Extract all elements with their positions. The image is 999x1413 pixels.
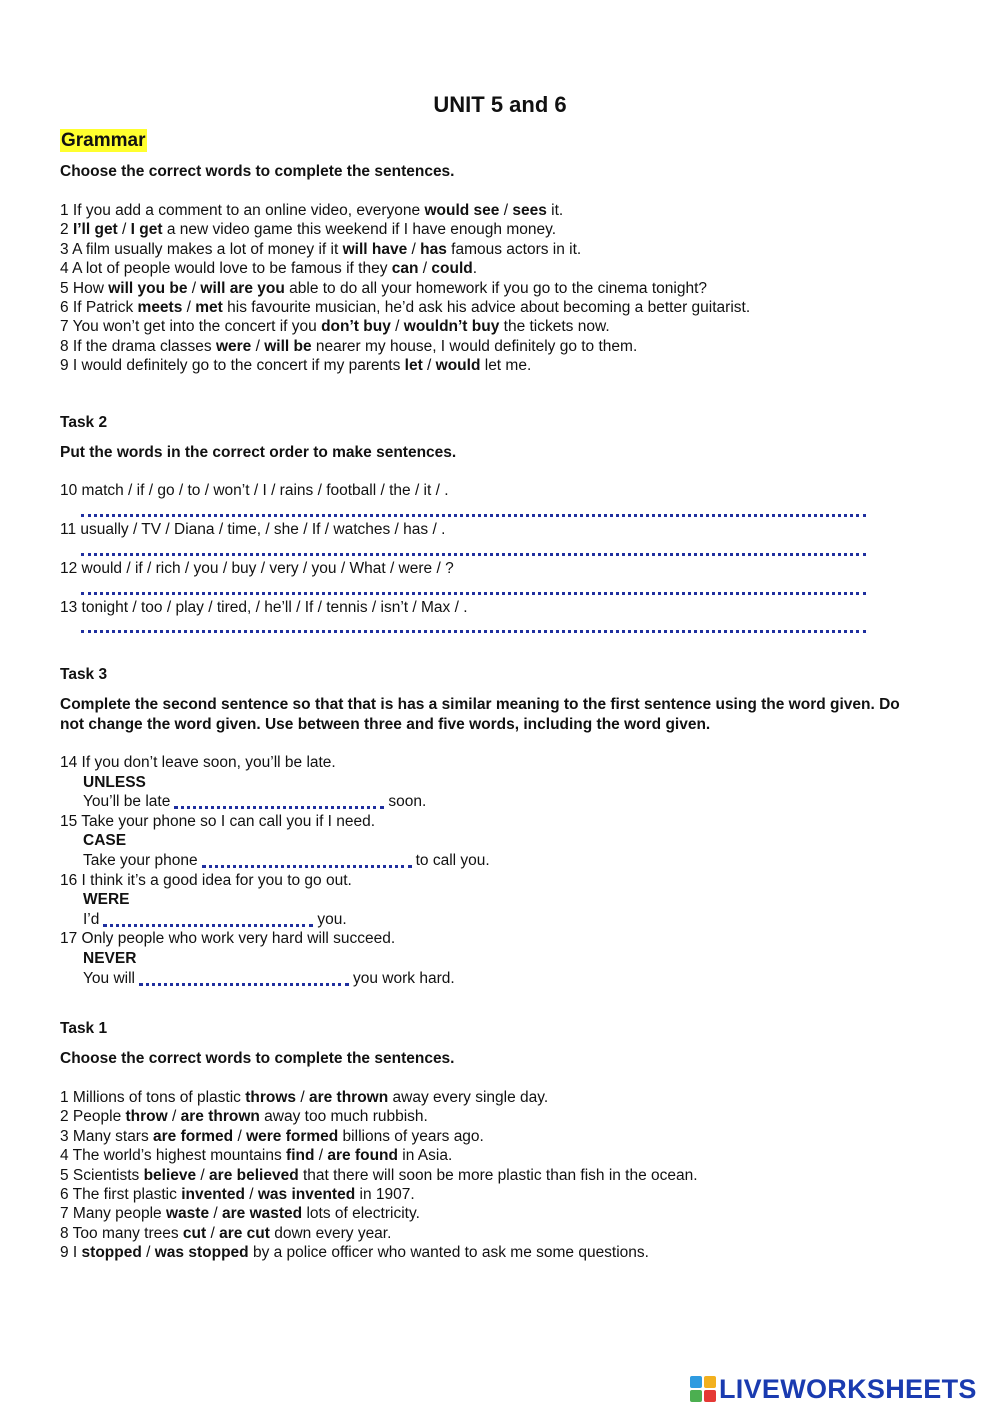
answer-option[interactable]: are cut bbox=[219, 1224, 270, 1242]
answer-option[interactable]: are believed bbox=[209, 1166, 299, 1184]
task-a-instruction: Choose the correct words to complete the sentences. bbox=[60, 163, 455, 180]
answer-option[interactable]: throws bbox=[245, 1089, 297, 1106]
answer-option[interactable]: stopped bbox=[81, 1244, 142, 1262]
answer-option[interactable]: will be bbox=[264, 337, 312, 355]
task3-title: Task 3 bbox=[60, 666, 108, 683]
task3-answer-row-14: You’ll be late soon. bbox=[83, 793, 427, 811]
answer-option[interactable]: cut bbox=[182, 1224, 207, 1242]
answer-option[interactable]: met bbox=[195, 298, 223, 316]
task3-instruction: Complete the second sentence so that that is has a similar meaning to the first sentence using the word given. Do not change the word given. Use between three and five words, including the word given. bbox=[60, 696, 900, 733]
task-a-item-3: 3 A film usually makes a lot of money if it will have / has famous actors in it. bbox=[60, 240, 582, 258]
task-a-item-6: 6 If Patrick meets / met his favourite musician, he’d ask his advice about becoming a better guitarist. bbox=[60, 298, 751, 316]
answer-option[interactable]: were bbox=[215, 337, 252, 355]
task-a-list bbox=[60, 201, 750, 376]
task3-keyword-15: CASE bbox=[83, 832, 127, 850]
answer-option[interactable]: I get bbox=[130, 221, 163, 239]
answer-option[interactable]: was stopped bbox=[154, 1244, 249, 1262]
answer-option[interactable]: were formed bbox=[246, 1127, 339, 1145]
task-a-item-9: 9 I would definitely go to the concert if my parents let / would let me. bbox=[60, 357, 532, 375]
answer-option[interactable]: could bbox=[431, 260, 473, 278]
answer-line-10[interactable] bbox=[81, 514, 866, 517]
answer-option[interactable]: I’ll get bbox=[72, 221, 118, 239]
logo-text: LIVEWORKSHEETS bbox=[719, 1373, 977, 1404]
task1-item-1: 1 Millions of tons of plastic throws / are thrown away every single day. bbox=[60, 1089, 549, 1106]
task3-answer-row-15: Take your phone to call you. bbox=[83, 851, 490, 869]
liveworksheets-logo-icon bbox=[690, 1376, 716, 1402]
grammar-heading: Grammar bbox=[61, 130, 146, 151]
answer-option[interactable]: would bbox=[435, 357, 481, 375]
task3-sentence-17: 17 Only people who work very hard will succeed. bbox=[60, 930, 396, 948]
task-a-item-1: 1 If you add a comment to an online video, everyone would see / sees it. bbox=[60, 202, 564, 219]
task-a-item-7: 7 You won’t get into the concert if you don’t buy / wouldn’t buy the tickets now. bbox=[60, 318, 610, 336]
task3-sentence-16: 16 I think it’s a good idea for you to go out. bbox=[60, 871, 352, 889]
answer-line-13[interactable] bbox=[81, 630, 866, 633]
task-a-item-2: 2 I’ll get / I get a new video game this weekend if I have enough money. bbox=[60, 221, 557, 239]
task-a-item-4: 4 A lot of people would love to be famous if they can / could. bbox=[60, 260, 478, 278]
task1-item-2: 2 People throw / are thrown away too much rubbish. bbox=[60, 1108, 428, 1126]
task2-item-10: 10 match / if / go / to / won’t / I / rains / football / the / it / . bbox=[60, 482, 449, 499]
answer-option[interactable]: throw bbox=[125, 1108, 168, 1126]
liveworksheets-logo bbox=[690, 1374, 977, 1404]
answer-option[interactable]: will have bbox=[342, 240, 408, 258]
answer-blank-17[interactable] bbox=[139, 971, 349, 986]
answer-option[interactable]: has bbox=[420, 240, 447, 258]
answer-option[interactable]: find bbox=[286, 1147, 315, 1165]
answer-option[interactable]: wouldn’t buy bbox=[403, 318, 500, 336]
answer-option[interactable]: waste bbox=[166, 1205, 210, 1223]
answer-option[interactable]: are thrown bbox=[180, 1108, 260, 1126]
answer-blank-16[interactable] bbox=[103, 912, 313, 927]
answer-option[interactable]: would see bbox=[424, 202, 500, 219]
answer-option[interactable]: sees bbox=[512, 202, 547, 219]
answer-option[interactable]: are formed bbox=[153, 1127, 234, 1145]
task3-answer-row-17: You will you work hard. bbox=[83, 969, 455, 987]
task3-keyword-17: NEVER bbox=[83, 949, 137, 967]
task2-instruction: Put the words in the correct order to make sentences. bbox=[60, 444, 457, 461]
task1-item-8: 8 Too many trees cut / are cut down every year. bbox=[60, 1224, 392, 1242]
task1-item-4: 4 The world’s highest mountains find / are found in Asia. bbox=[60, 1147, 453, 1165]
answer-option[interactable]: are found bbox=[327, 1147, 398, 1165]
task2-item-11: 11 usually / TV / Diana / time, / she / If / watches / has / . bbox=[60, 521, 446, 538]
answer-blank-15[interactable] bbox=[202, 853, 412, 868]
answer-option[interactable]: will you be bbox=[108, 279, 188, 297]
page-title: UNIT 5 and 6 bbox=[433, 92, 567, 117]
answer-option[interactable]: meets bbox=[137, 298, 183, 316]
task2-item-13: 13 tonight / too / play / tired, / he’ll / If / tennis / isn’t / Max / . bbox=[60, 599, 468, 616]
answer-option[interactable]: let bbox=[404, 357, 423, 375]
answer-line-11[interactable] bbox=[81, 553, 866, 556]
answer-option[interactable]: are wasted bbox=[222, 1205, 303, 1223]
task2-item-12: 12 would / if / rich / you / buy / very / you / What / were / ? bbox=[60, 560, 454, 577]
task3-sentence-14: 14 If you don’t leave soon, you’ll be late. bbox=[60, 754, 336, 771]
task3-items bbox=[60, 753, 490, 988]
task3-sentence-15: 15 Take your phone so I can call you if I need. bbox=[60, 812, 376, 830]
answer-option[interactable]: will are you bbox=[200, 279, 285, 297]
task3-answer-row-16: I’d you. bbox=[83, 910, 347, 928]
task1-item-7: 7 Many people waste / are wasted lots of electricity. bbox=[60, 1205, 420, 1223]
answer-line-12[interactable] bbox=[81, 592, 866, 595]
answer-blank-14[interactable] bbox=[174, 794, 384, 809]
answer-option[interactable]: invented bbox=[181, 1185, 245, 1203]
task1-item-9: 9 I stopped / was stopped by a police officer who wanted to ask me some questions. bbox=[60, 1244, 649, 1262]
task3-keyword-16: WERE bbox=[83, 891, 130, 909]
task1-list bbox=[60, 1088, 698, 1263]
task1-item-6: 6 The first plastic invented / was invented in 1907. bbox=[60, 1185, 415, 1203]
answer-option[interactable]: was invented bbox=[257, 1185, 356, 1203]
task-a-item-8: 8 If the drama classes were / will be nearer my house, I would definitely go to them. bbox=[60, 337, 638, 355]
task-a-item-5: 5 How will you be / will are you able to do all your homework if you go to the cinema tonight? bbox=[60, 279, 708, 297]
task3-keyword-14: UNLESS bbox=[83, 773, 146, 791]
answer-option[interactable]: don’t buy bbox=[321, 318, 391, 336]
task1-item-5: 5 Scientists believe / are believed that there will soon be more plastic than fish in the ocean. bbox=[60, 1166, 698, 1184]
answer-option[interactable]: are thrown bbox=[308, 1089, 389, 1106]
task1-title: Task 1 bbox=[60, 1020, 108, 1037]
task2-title: Task 2 bbox=[60, 414, 108, 431]
answer-option[interactable]: can bbox=[391, 260, 419, 278]
task1-instruction: Choose the correct words to complete the sentences. bbox=[60, 1050, 455, 1067]
answer-option[interactable]: believe bbox=[143, 1166, 197, 1184]
task1-item-3: 3 Many stars are formed / were formed billions of years ago. bbox=[60, 1127, 484, 1145]
